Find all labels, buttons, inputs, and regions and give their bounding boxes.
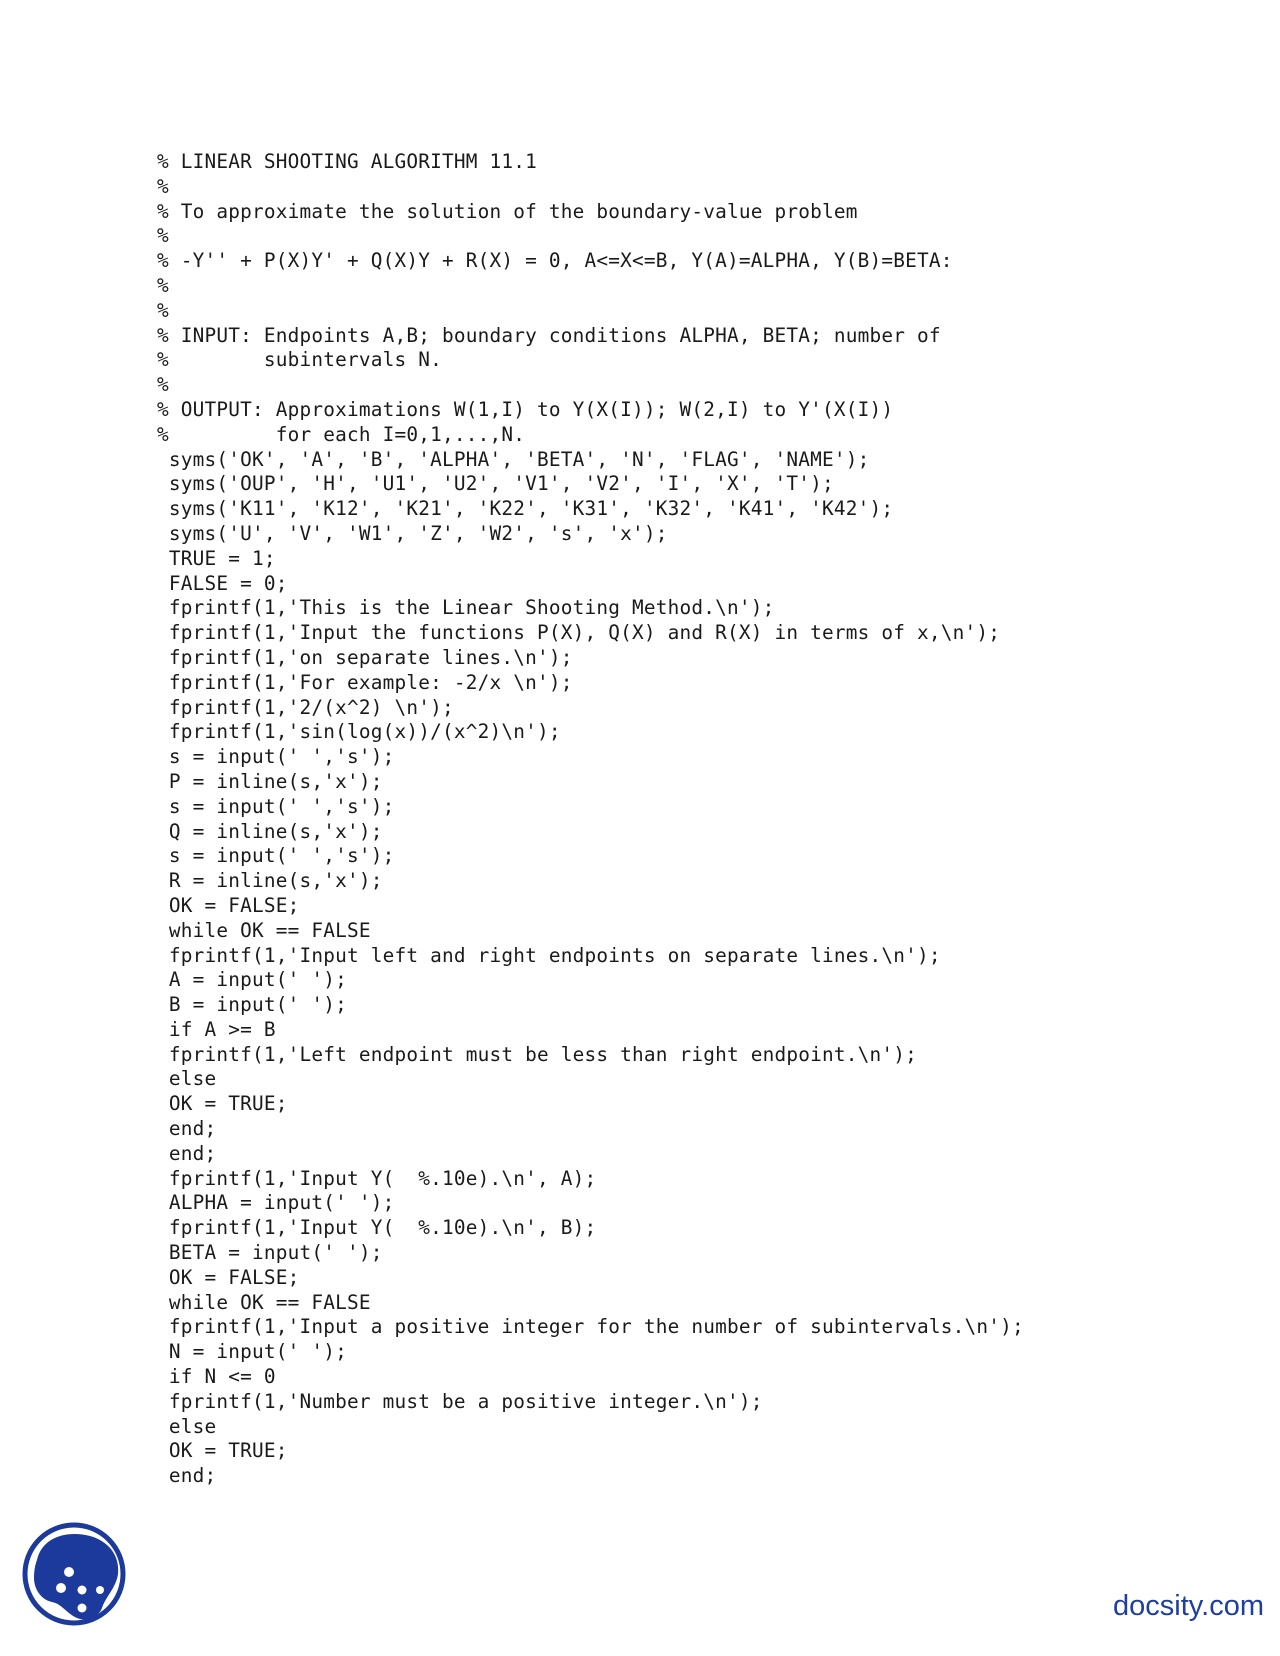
code-line: fprintf(1,'Input Y( %.10e).\n', B); <box>157 1216 597 1240</box>
code-line: % <box>157 273 169 297</box>
code-line: fprintf(1,'2/(x^2) \n'); <box>157 695 454 719</box>
code-line: fprintf(1,'For example: -2/x \n'); <box>157 670 573 694</box>
code-line: % INPUT: Endpoints A,B; boundary conditions ALPHA, BETA; number of <box>157 323 941 347</box>
code-line: fprintf(1,'on separate lines.\n'); <box>157 645 573 669</box>
code-line: R = inline(s,'x'); <box>157 869 383 893</box>
code-line: TRUE = 1; <box>157 546 276 570</box>
code-line: % <box>157 373 169 397</box>
code-line: N = input(' '); <box>157 1340 347 1364</box>
code-line: A = input(' '); <box>157 968 347 992</box>
code-line: fprintf(1,'sin(log(x))/(x^2)\n'); <box>157 720 561 744</box>
code-line: P = inline(s,'x'); <box>157 769 383 793</box>
code-line: ALPHA = input(' '); <box>157 1191 395 1215</box>
code-line: else <box>157 1067 217 1091</box>
code-line: s = input(' ','s'); <box>157 794 395 818</box>
code-line: FALSE = 0; <box>157 571 288 595</box>
docsity-brand-text: docsity.com <box>1113 1590 1264 1622</box>
code-line: B = input(' '); <box>157 993 347 1017</box>
code-line: fprintf(1,'Input the functions P(X), Q(X) and R(X) in terms of x,\n'); <box>157 621 1001 645</box>
code-line: fprintf(1,'Left endpoint must be less than right endpoint.\n'); <box>157 1042 917 1066</box>
code-line: % To approximate the solution of the boundary-value problem <box>157 199 858 223</box>
code-line: OK = FALSE; <box>157 893 300 917</box>
code-line: % -Y'' + P(X)Y' + Q(X)Y + R(X) = 0, A<=X<=B, Y(A)=ALPHA, Y(B)=BETA: <box>157 249 953 273</box>
code-line: fprintf(1,'Number must be a positive integer.\n'); <box>157 1389 763 1413</box>
code-line: end; <box>157 1141 217 1165</box>
code-line: OK = TRUE; <box>157 1092 288 1116</box>
code-line: fprintf(1,'This is the Linear Shooting Method.\n'); <box>157 596 775 620</box>
code-line: fprintf(1,'Input a positive integer for the number of subintervals.\n'); <box>157 1315 1024 1339</box>
code-listing <box>157 150 1024 1489</box>
code-line: if N <= 0 <box>157 1365 276 1389</box>
code-line: s = input(' ','s'); <box>157 844 395 868</box>
code-line: OK = TRUE; <box>157 1439 288 1463</box>
docsity-logo-icon <box>22 1522 132 1632</box>
code-line: syms('OK', 'A', 'B', 'ALPHA', 'BETA', 'N', 'FLAG', 'NAME'); <box>157 447 870 471</box>
code-line: end; <box>157 1117 217 1141</box>
code-line: % <box>157 174 169 198</box>
code-line: s = input(' ','s'); <box>157 745 395 769</box>
code-line: fprintf(1,'Input Y( %.10e).\n', A); <box>157 1166 597 1190</box>
code-line: syms('K11', 'K12', 'K21', 'K22', 'K31', 'K32', 'K41', 'K42'); <box>157 497 894 521</box>
code-line: % <box>157 298 169 322</box>
code-line: Q = inline(s,'x'); <box>157 819 383 843</box>
code-line: fprintf(1,'Input left and right endpoints on separate lines.\n'); <box>157 943 941 967</box>
code-line: % for each I=0,1,...,N. <box>157 422 526 446</box>
code-line: % <box>157 224 169 248</box>
code-line: syms('U', 'V', 'W1', 'Z', 'W2', 's', 'x'); <box>157 521 668 545</box>
code-line: OK = FALSE; <box>157 1265 300 1289</box>
code-line: % OUTPUT: Approximations W(1,I) to Y(X(I)); W(2,I) to Y'(X(I)) <box>157 397 894 421</box>
code-line: % subintervals N. <box>157 348 442 372</box>
code-line: BETA = input(' '); <box>157 1241 383 1265</box>
code-line: syms('OUP', 'H', 'U1', 'U2', 'V1', 'V2', 'I', 'X', 'T'); <box>157 472 834 496</box>
code-line: while OK == FALSE <box>157 1290 371 1314</box>
code-line: while OK == FALSE <box>157 918 371 942</box>
code-line: end; <box>157 1464 217 1488</box>
code-line: else <box>157 1414 217 1438</box>
code-line: if A >= B <box>157 1017 276 1041</box>
code-line: % LINEAR SHOOTING ALGORITHM 11.1 <box>157 150 537 173</box>
